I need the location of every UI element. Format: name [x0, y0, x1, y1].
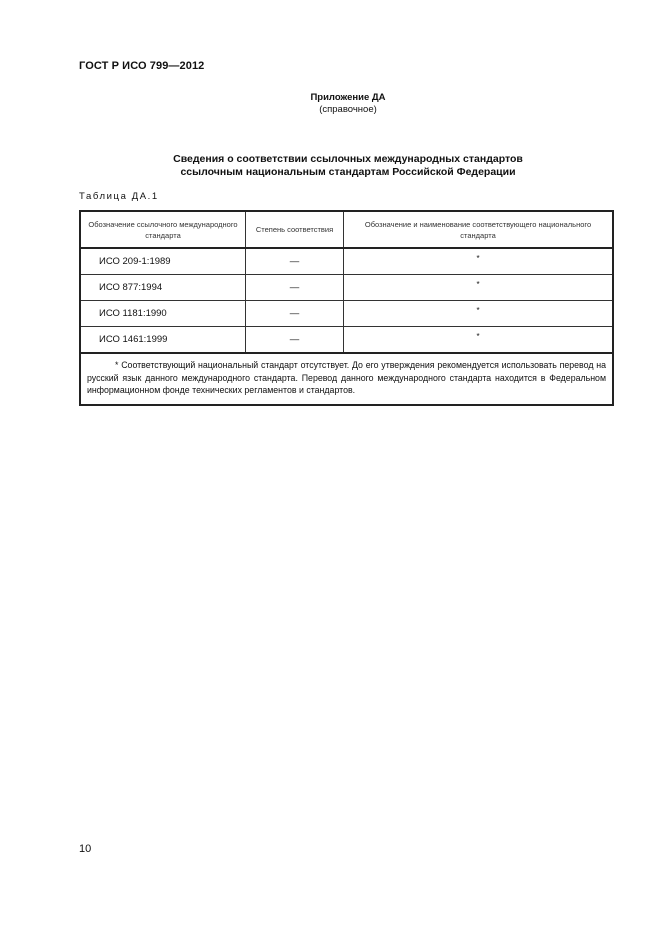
- cell-degree: —: [246, 301, 344, 327]
- cell-standard: ИСО 209-1:1989: [80, 248, 246, 275]
- section-heading: [0, 153, 661, 179]
- cell-degree: —: [246, 248, 344, 275]
- column-header-national: Обозначение и наименование соответствующего национального стандарта: [344, 211, 614, 248]
- table-footnote-row: [80, 353, 613, 405]
- cell-standard: ИСО 1181:1990: [80, 301, 246, 327]
- table-header-row: [80, 211, 613, 248]
- table-row: [80, 327, 613, 354]
- table-footnote: * Соответствующий национальный стандарт отсутствует. До его утверждения рекомендуется использовать перевод на русский язык данного международного стандарта. Перевод данного международного стандарта находится в Федеральном информационном фонде технических регламентов и стандартов.: [80, 353, 613, 405]
- column-header-degree: Степень соответствия: [246, 211, 344, 248]
- page-number: 10: [79, 843, 92, 855]
- section-heading-line-2: ссылочным национальным стандартам Российской Федерации: [180, 166, 516, 178]
- appendix-block: [0, 92, 661, 116]
- cell-national: *: [344, 248, 614, 275]
- cell-national: *: [344, 275, 614, 301]
- table-row: [80, 301, 613, 327]
- cell-degree: —: [246, 275, 344, 301]
- appendix-subtitle: (справочное): [319, 104, 377, 115]
- reference-table: [79, 210, 614, 406]
- table-row: [80, 248, 613, 275]
- column-header-standard: Обозначение ссылочного международного стандарта: [80, 211, 246, 248]
- table-label: Таблица ДА.1: [79, 191, 159, 202]
- cell-standard: ИСО 1461:1999: [80, 327, 246, 354]
- cell-standard: ИСО 877:1994: [80, 275, 246, 301]
- standard-code: ГОСТ Р ИСО 799—2012: [79, 60, 205, 72]
- cell-national: *: [344, 327, 614, 354]
- table-row: [80, 275, 613, 301]
- section-heading-line-1: Сведения о соответствии ссылочных международных стандартов: [173, 153, 523, 165]
- cell-degree: —: [246, 327, 344, 354]
- cell-national: *: [344, 301, 614, 327]
- appendix-title: Приложение ДА: [310, 92, 386, 103]
